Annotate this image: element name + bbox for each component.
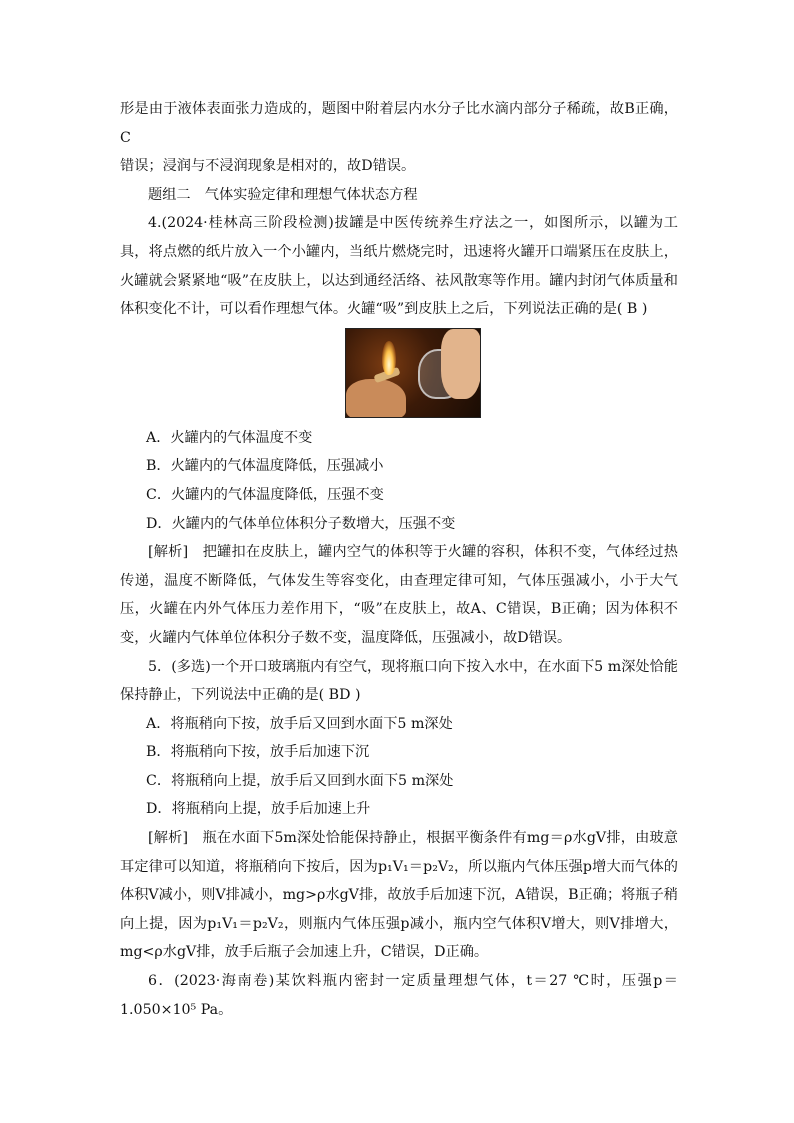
question-4-option-a: A．火罐内的气体温度不变: [146, 429, 313, 446]
cupping-photo: [345, 328, 481, 418]
question-4-stem: 4.(2024·桂林高三阶段检测)拔罐是中医传统养生疗法之一，如图所示，以罐为工具，将点燃的纸片放入一个小罐内，当纸片燃烧完时，迅速将火罐开口端紧压在皮肤上，火罐就会紧紧地“吸”在皮肤上，以达到通经活络、祛风散寒等作用。罐内封闭气体质量和体积变化不计，可以看作理想气体。火罐“吸”到皮肤上之后，下列说法正确的是( B ): [120, 215, 678, 318]
section-heading: 题组二 气体实验定律和理想气体状态方程: [148, 186, 418, 203]
question-4-option-b: B．火罐内的气体温度降低，压强减小: [146, 458, 384, 475]
question-5-explanation: [解析] 瓶在水面下5m深处恰能保持静止，根据平衡条件有mg＝ρ水gV排，由玻意耳定律可以知道，将瓶稍向下按后，因为p₁V₁＝p₂V₂，所以瓶内气体压强p增大而气体的体积V减小，则V排减小，mg>ρ水gV排，故放手后加速下沉，A错误，B正确；将瓶子稍向上提，因为p₁V₁＝p₂V₂，则瓶内气体压强p减小，瓶内空气体积V增大，则V排增大，mg<ρ水gV排，放手后瓶子会加速上升，C错误，D正确。: [120, 830, 678, 961]
cupping-photo-container: [120, 324, 678, 424]
question-5-option-d: D．将瓶稍向上提，放手后加速上升: [146, 801, 371, 818]
question-5-stem: 5．(多选)一个开口玻璃瓶内有空气，现将瓶口向下按入水中，在水面下5 m深处恰能保持静止，下列说法中正确的是( BD ): [120, 658, 678, 704]
right-hand-shape: [441, 329, 481, 399]
prev-explanation-line-2: 错误；浸润与不浸润现象是相对的，故D错误。: [120, 158, 416, 175]
question-4-explanation: [解析] 把罐扣在皮肤上，罐内空气的体积等于火罐的容积，体积不变，气体经过热传递，温度不断降低，气体发生等容变化，由查理定律可知，气体压强减小，小于大气压，火罐在内外气体压力差作用下，“吸”在皮肤上，故A、C错误，B正确；因为体积不变，火罐内气体单位体积分子数不变，温度降低，压强减小，故D错误。: [120, 544, 678, 646]
flame-shape: [382, 341, 396, 375]
question-5-option-b: B．将瓶稍向下按，放手后加速下沉: [146, 744, 370, 761]
prev-explanation-line-1: 形是由于液体表面张力造成的，题图中附着层内水分子比水滴内部分子稀疏，故B正确，C: [120, 101, 678, 146]
question-4-option-d: D．火罐内的气体单位体积分子数增大，压强不变: [146, 515, 456, 532]
question-5-option-c: C．将瓶稍向上提，放手后又回到水面下5 m深处: [146, 772, 454, 789]
left-hand-shape: [346, 379, 406, 418]
question-4-option-c: C．火罐内的气体温度降低，压强不变: [146, 486, 384, 503]
page-content: [120, 95, 678, 1024]
question-5-option-a: A．将瓶稍向下按，放手后又回到水面下5 m深处: [146, 715, 453, 732]
question-6-stem: 6．(2023·海南卷)某饮料瓶内密封一定质量理想气体，t＝27 ℃时，压强p＝1.050×10⁵ Pa。: [120, 973, 678, 1018]
